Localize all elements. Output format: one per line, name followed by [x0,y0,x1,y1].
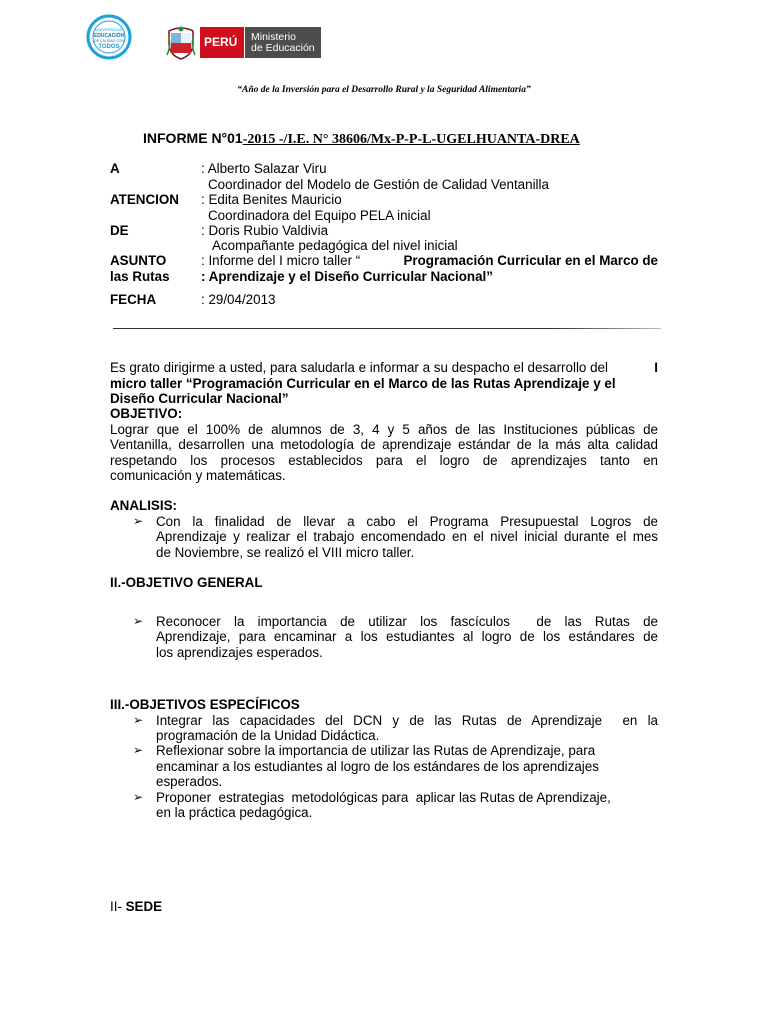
objetivo-general-line1: Reconocer la importancia de utilizar los fascículos de las Rutas de [156,614,658,629]
peru-brand-box [200,27,244,58]
objetivo-line1: Lograr que el 100% de alumnos de 3, 4 y 5 años de las Instituciones públicas de [110,422,658,437]
objetivo-general-line2: Aprendizaje, para encaminar a los estudiantes al logro de los estándares de [156,629,658,644]
svg-text:DE CALIDAD CON: DE CALIDAD CON [94,39,124,43]
arrow-bullet-icon: ➢ [133,743,144,757]
field-de-label: DE [110,223,129,238]
report-title-number: INFORME N°01 [143,130,243,146]
arrow-bullet-icon: ➢ [133,790,144,804]
objetivos-especificos-heading: III.-OBJETIVOS ESPECÍFICOS [110,697,300,712]
especifico2-line3: esperados. [156,774,223,789]
svg-text:EDUCACIÓN: EDUCACIÓN [93,33,125,39]
sede-prefix: II- [110,899,126,914]
field-atencion-role: Coordinadora del Equipo PELA inicial [208,208,431,223]
field-asunto-label: ASUNTO [110,253,167,268]
arrow-bullet-icon: ➢ [133,713,144,727]
peru-label: PERÚ [204,35,238,49]
intro-text2: micro taller [110,376,183,391]
intro-line2 [110,376,616,391]
field-de-role: Acompañante pedagógica del nivel inicial [212,238,458,253]
sede-label: SEDE [125,899,163,914]
field-a-name: : Alberto Salazar Viru [201,161,327,176]
ministry-line2: de Educación [251,42,315,54]
objetivo-general-line3: los aprendizajes esperados. [156,645,323,660]
field-fecha-value: : 29/04/2013 [201,292,276,307]
especifico1-line1: Integrar las capacidades del DCN y de las Rutas de Aprendizaje en la [156,713,658,728]
svg-text:UNIVERSIDAD: UNIVERSIDAD [95,27,123,32]
objetivo-general-heading: II.-OBJETIVO GENERAL [110,575,263,590]
field-a-label: A [110,161,120,176]
especifico3-line2: en la práctica pedagógica. [156,805,313,820]
arrow-bullet-icon: ➢ [133,514,144,528]
especifico2-line1: Reflexionar sobre la importancia de utilizar las Rutas de Aprendizaje, para [156,743,596,758]
intro-bold1: I [654,360,658,375]
especifico1-line2: programación de la Unidad Didáctica. [156,728,380,743]
intro-line1 [110,360,658,375]
sede-heading [110,899,162,914]
intro-bold2: “Programación Curricular en el Marco de las Rutas Aprendizaje y el [182,376,616,391]
year-motto: “Año de la Inversión para el Desarrollo Rural y la Seguridad Alimentaria” [237,85,531,95]
field-de-name: : Doris Rubio Valdivia [201,223,329,238]
arrow-bullet-icon: ➢ [133,614,144,628]
ministry-line1: Ministerio [251,31,296,43]
analisis-line3: de Noviembre, se realizó el VIII micro taller. [156,545,415,560]
intro-line3: Diseño Curricular Nacional” [110,391,289,406]
asunto-prefix: : Informe del I micro taller “ [201,253,361,268]
objetivo-line2: Ventanilla, desarrollen una metodología de aprendizaje estándar de la más alta calidad [110,437,658,452]
field-fecha-label: FECHA [110,292,157,307]
report-title [143,130,580,148]
peru-coat-of-arms [165,25,197,61]
ministry-box [245,27,321,58]
svg-text:TODOS: TODOS [98,44,120,50]
analisis-line1: Con la finalidad de llevar a cabo el Programa Presupuestal Logros de [156,514,658,529]
analisis-line2: Aprendizaje y realizar el trabajo encomendado en el nivel inicial durante el mes [156,529,658,544]
objetivo-line3: respetando los procesos establecidos para el logro de aprendizajes tanto en [110,453,658,468]
asunto-bold: Programación Curricular en el Marco de [403,253,658,268]
field-asunto-line1 [201,253,658,268]
field-atencion-name: : Edita Benites Mauricio [201,192,342,207]
especifico3-line1: Proponer estrategias metodológicas para aplicar las Rutas de Aprendizaje, [156,790,611,805]
education-badge-logo [86,14,132,60]
field-atencion-label: ATENCION [110,192,179,207]
especifico2-line2: encaminar a los estudiantes al logro de los estándares de los aprendizajes [156,759,599,774]
field-asunto-label-cont: las Rutas [110,269,170,284]
report-title-code: -2015 -/I.E. N° 38606/Mx-P-P-L-UGELHUANTA-DREA [242,132,580,147]
field-a-role: Coordinador del Modelo de Gestión de Calidad Ventanilla [208,177,549,192]
intro-text1: Es grato dirigirme a usted, para saludarla e informar a su despacho el desarrollo del [110,360,608,375]
separator-line [113,328,661,329]
objetivo-line4: comunicación y matemáticas. [110,468,286,483]
objetivo-heading: OBJETIVO: [110,406,183,421]
analisis-heading: ANALISIS: [110,498,177,513]
field-asunto-line2: : Aprendizaje y el Diseño Curricular Nacional” [201,269,493,284]
